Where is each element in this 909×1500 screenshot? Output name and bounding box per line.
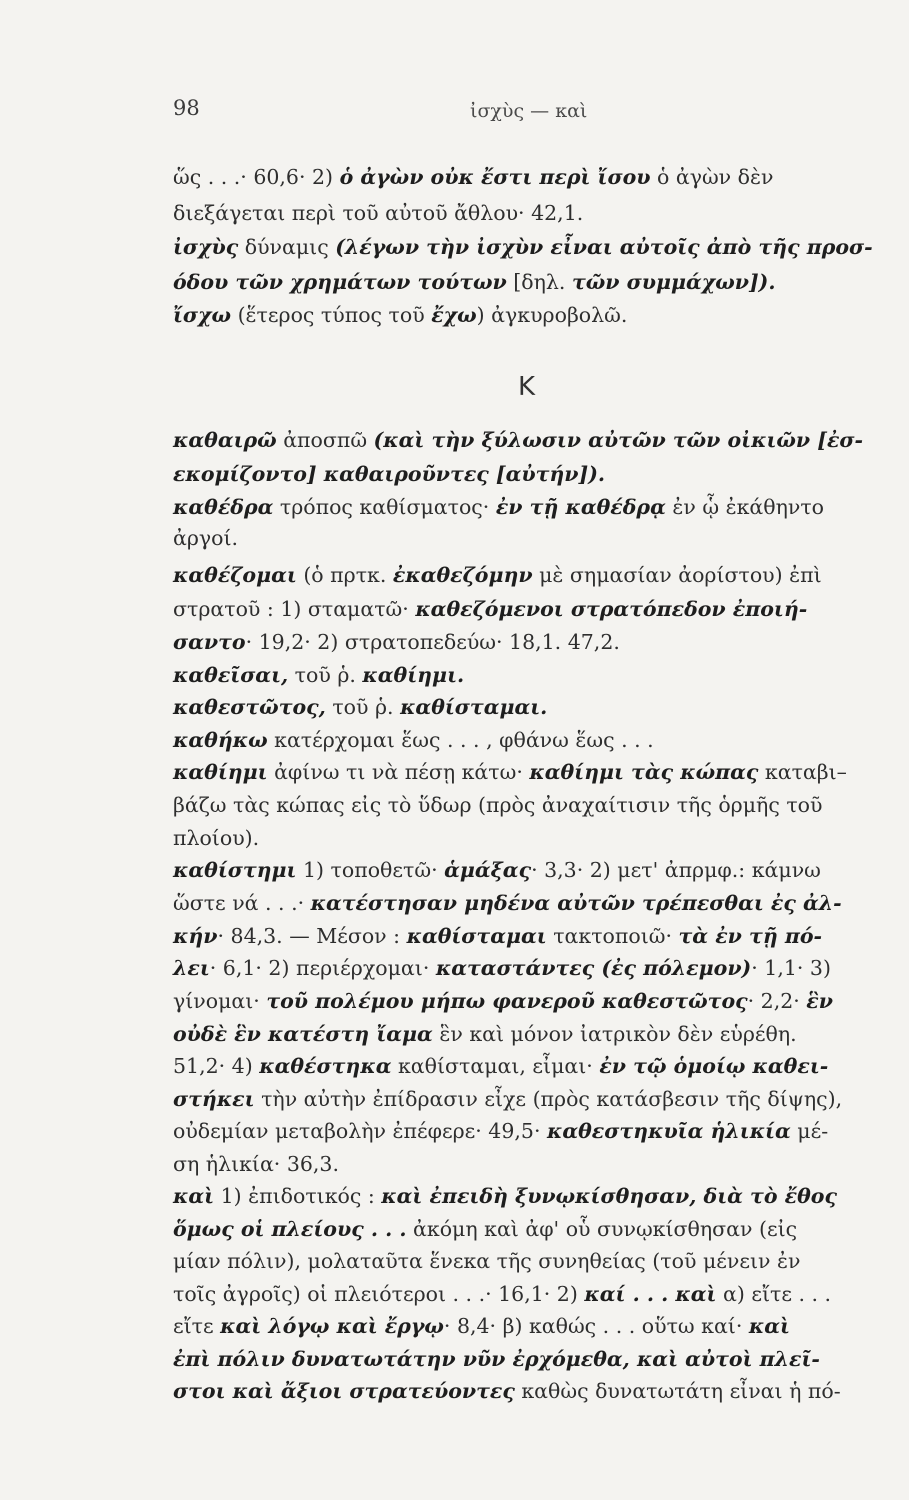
- text-line: καθεῖσαι, τοῦ ῥ. καθίημι.: [173, 663, 465, 687]
- section-letter: Κ: [518, 372, 536, 402]
- text-line: καθέδρα τρόπος καθίσματος· ἐν τῇ καθέδρᾳ ἐν ᾧ ἐκάθηντο: [173, 495, 825, 519]
- text-line: κήν· 84,3. — Μέσον : καθίσταμαι τακτοποιῶ· τὰ ἐν τῇ πό-: [173, 924, 823, 948]
- text-line: καὶ 1) ἐπιδοτικός : καὶ ἐπειδὴ ξυνῳκίσθησαν, διὰ τὸ ἔθος: [173, 1184, 837, 1208]
- text-line: τοῖς ἀγροῖς) οἱ πλειότεροι . . .· 16,1· 2) καί . . . καὶ α) εἴτε . . .: [173, 1282, 832, 1306]
- text-line: εκομίζοντο] καθαιροῦντες [αὐτήν]).: [173, 462, 606, 486]
- text-line: στρατοῦ : 1) σταματῶ· καθεζόμενοι στρατόπεδον ἐποιή-: [173, 597, 808, 621]
- text-line: μίαν πόλιν), μολαταῦτα ἕνεκα τῆς συνηθείας (τοῦ μένειν ἐν: [173, 1249, 801, 1273]
- text-line: σαντο· 19,2· 2) στρατοπεδεύω· 18,1. 47,2.: [173, 630, 620, 654]
- text-line: καθεστῶτος, τοῦ ῥ. καθίσταμαι.: [173, 695, 548, 719]
- text-line: οὐδὲ ἓν κατέστη ἴαμα ἓν καὶ μόνον ἰατρικὸν δὲν εὑρέθη.: [173, 1022, 797, 1046]
- page-number: 98: [173, 96, 200, 120]
- text-line: λει· 6,1· 2) περιέρχομαι· καταστάντες (ἐς πόλεμον)· 1,1· 3): [173, 956, 831, 980]
- text-line: καθαιρῶ ἀποσπῶ (καὶ τὴν ξύλωσιν αὐτῶν τῶν οἰκιῶν [ἐσ-: [173, 428, 864, 452]
- text-line: οὐδεμίαν μεταβολὴν ἐπέφερε· 49,5· καθεστηκυῖα ἡλικία μέ-: [173, 1119, 829, 1143]
- text-line: καθίστημι 1) τοποθετῶ· ἁμάξας· 3,3· 2) μετ' ἀπρμφ.: κάμνω: [173, 858, 821, 882]
- text-line: πλοίου).: [173, 826, 260, 850]
- text-line: στήκει τὴν αὐτὴν ἐπίδρασιν εἶχε (πρὸς κατάσβεσιν τῆς δίψης),: [173, 1087, 843, 1111]
- text-line: όδου τῶν χρημάτων τούτων [δηλ. τῶν συμμάχων]).: [173, 270, 776, 294]
- running-title: ἰσχὺς — καὶ: [470, 100, 588, 122]
- text-line: καθίημι ἀφίνω τι νὰ πέσῃ κάτω· καθίημι τὰς κώπας καταβι–: [173, 760, 847, 784]
- text-line: ὅμως οἱ πλείους . . . ἀκόμη καὶ ἀφ' οὗ συνῳκίσθησαν (εἰς: [173, 1217, 798, 1241]
- text-line: καθέζομαι (ὁ πρτκ. ἐκαθεζόμην μὲ σημασίαν ἀορίστου) ἐπὶ: [173, 563, 822, 587]
- text-line: 51,2· 4) καθέστηκα καθίσταμαι, εἶμαι· ἐν τῷ ὁμοίῳ καθει-: [173, 1054, 829, 1078]
- text-line: καθήκω κατέρχομαι ἕως . . . , φθάνω ἕως . . .: [173, 728, 654, 752]
- text-line: γίνομαι· τοῦ πολέμου μήπω φανεροῦ καθεστῶτος· 2,2· ἓν: [173, 989, 833, 1013]
- text-line: διεξάγεται περὶ τοῦ αὐτοῦ ἄθλου· 42,1.: [173, 201, 584, 225]
- text-line: ὥστε νά . . .· κατέστησαν μηδένα αὐτῶν τρέπεσθαι ἐς ἀλ-: [173, 891, 842, 915]
- text-line: εἴτε καὶ λόγῳ καὶ ἔργῳ· 8,4· β) καθώς . . . οὕτω καί· καὶ: [173, 1314, 790, 1338]
- text-line: ἐπὶ πόλιν δυνατωτάτην νῦν ἐρχόμεθα, καὶ αὐτοὶ πλεῖ-: [173, 1347, 820, 1371]
- text-line: ση ἡλικία· 36,3.: [173, 1152, 339, 1176]
- text-line: βάζω τὰς κώπας εἰς τὸ ὕδωρ (πρὸς ἀναχαίτισιν τῆς ὁρμῆς τοῦ: [173, 793, 823, 817]
- text-line: ἰσχὺς δύναμις (λέγων τὴν ἰσχὺν εἶναι αὐτοῖς ἀπὸ τῆς προσ-: [173, 235, 873, 259]
- text-line: ἀργοί.: [173, 526, 239, 550]
- text-line: στοι καὶ ἄξιοι στρατεύοντες καθὼς δυνατωτάτη εἶναι ἡ πό-: [173, 1379, 841, 1403]
- text-line: ὥς . . .· 60,6· 2) ὁ ἀγὼν οὐκ ἔστι περὶ ἴσου ὁ ἀγὼν δὲν: [173, 165, 774, 189]
- text-line: ἴσχω (ἕτερος τύπος τοῦ ἔχω) ἀγκυροβολῶ.: [173, 303, 628, 327]
